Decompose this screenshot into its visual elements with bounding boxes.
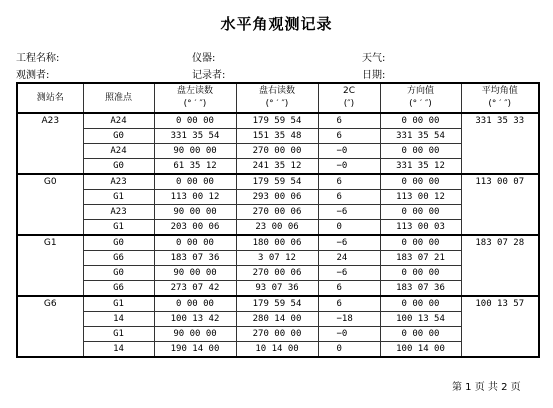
left-reading-cell: 0 00 00 [154,235,236,251]
right-reading-cell: 179 59 54 [236,113,318,129]
direction-cell: 0 00 00 [380,327,461,342]
right-reading-cell: 3 07 12 [236,251,318,266]
left-reading-cell: 90 00 00 [154,266,236,281]
table-row [17,312,539,327]
left-reading-cell: 90 00 00 [154,327,236,342]
direction-cell: 0 00 00 [380,296,461,312]
target-cell: 14 [83,342,154,358]
2c-cell: 6 [318,281,380,297]
table-row [17,327,539,342]
direction-cell: 0 00 00 [380,113,461,129]
left-reading-cell: 61 35 12 [154,159,236,175]
target-cell: G1 [83,220,154,236]
target-cell: G1 [83,190,154,205]
right-reading-cell: 293 00 06 [236,190,318,205]
average-angle-cell: 331 35 33 [461,113,539,174]
2c-cell: −0 [318,159,380,175]
target-cell: A24 [83,113,154,129]
weather-label: 天气: [362,53,386,64]
2c-cell: 0 [318,342,380,358]
table-row [17,266,539,281]
target-cell: A24 [83,144,154,159]
header-average-angle: 平均角值 (° ′ ″) [461,83,539,113]
target-cell: A23 [83,205,154,220]
target-cell: G1 [83,327,154,342]
header-direction: 方向值 (° ′ ″) [380,83,461,113]
left-reading-cell: 273 07 42 [154,281,236,297]
table-row [17,235,539,251]
date-label: 日期: [362,70,386,81]
direction-cell: 100 14 00 [380,342,461,358]
right-reading-cell: 270 00 00 [236,144,318,159]
table-row [17,159,539,175]
observer-label: 观测者: [16,70,50,81]
right-reading-cell: 179 59 54 [236,296,318,312]
direction-cell: 0 00 00 [380,174,461,190]
instrument-label: 仪器: [192,53,216,64]
target-cell: G6 [83,251,154,266]
right-reading-cell: 10 14 00 [236,342,318,358]
target-cell: G0 [83,235,154,251]
header-right-reading: 盘右读数 (° ′ ″) [236,83,318,113]
table-row [17,144,539,159]
2c-cell: 0 [318,220,380,236]
2c-cell: −18 [318,312,380,327]
right-reading-cell: 270 00 06 [236,205,318,220]
direction-cell: 100 13 54 [380,312,461,327]
right-reading-cell: 280 14 00 [236,312,318,327]
table-row [17,174,539,190]
target-cell: G0 [83,159,154,175]
2c-cell: 24 [318,251,380,266]
2c-cell: −0 [318,144,380,159]
table-row [17,342,539,358]
station-cell: G0 [17,174,83,235]
left-reading-cell: 90 00 00 [154,144,236,159]
direction-cell: 183 07 36 [380,281,461,297]
left-reading-cell: 113 00 12 [154,190,236,205]
page-indicator: 第 1 页 共 2 页 [452,382,521,393]
2c-cell: 6 [318,129,380,144]
table-row [17,220,539,236]
2c-cell: 6 [318,296,380,312]
average-angle-cell: 113 00 07 [461,174,539,235]
observation-table [16,82,540,358]
right-reading-cell: 241 35 12 [236,159,318,175]
station-cell: A23 [17,113,83,174]
target-cell: A23 [83,174,154,190]
target-cell: 14 [83,312,154,327]
2c-cell: −6 [318,235,380,251]
direction-cell: 183 07 21 [380,251,461,266]
left-reading-cell: 0 00 00 [154,174,236,190]
left-reading-cell: 331 35 54 [154,129,236,144]
direction-cell: 331 35 12 [380,159,461,175]
direction-cell: 113 00 03 [380,220,461,236]
table-row [17,190,539,205]
direction-cell: 0 00 00 [380,205,461,220]
average-angle-cell: 100 13 57 [461,296,539,357]
page-title: 水平角观测记录 [220,15,333,33]
right-reading-cell: 270 00 06 [236,266,318,281]
right-reading-cell: 179 59 54 [236,174,318,190]
header-2c: 2C (″) [318,83,380,113]
right-reading-cell: 93 07 36 [236,281,318,297]
2c-cell: 6 [318,113,380,129]
table-row [17,251,539,266]
2c-cell: 6 [318,174,380,190]
header-left-reading: 盘左读数 (° ′ ″) [154,83,236,113]
target-cell: G0 [83,266,154,281]
header-target: 照准点 [83,83,154,113]
right-reading-cell: 270 00 00 [236,327,318,342]
table-row [17,205,539,220]
table-row [17,113,539,129]
2c-cell: −6 [318,266,380,281]
left-reading-cell: 190 14 00 [154,342,236,358]
direction-cell: 113 00 12 [380,190,461,205]
direction-cell: 0 00 00 [380,266,461,281]
target-cell: G1 [83,296,154,312]
header-station: 测站名 [17,83,83,113]
left-reading-cell: 183 07 36 [154,251,236,266]
right-reading-cell: 23 00 06 [236,220,318,236]
direction-cell: 0 00 00 [380,144,461,159]
left-reading-cell: 203 00 06 [154,220,236,236]
2c-cell: −6 [318,205,380,220]
table-row [17,296,539,312]
target-cell: G6 [83,281,154,297]
target-cell: G0 [83,129,154,144]
direction-cell: 331 35 54 [380,129,461,144]
station-cell: G6 [17,296,83,357]
2c-cell: −0 [318,327,380,342]
project-name-label: 工程名称: [16,53,60,64]
recorder-label: 记录者: [192,70,226,81]
left-reading-cell: 0 00 00 [154,296,236,312]
table-row [17,129,539,144]
right-reading-cell: 151 35 48 [236,129,318,144]
average-angle-cell: 183 07 28 [461,235,539,296]
left-reading-cell: 100 13 42 [154,312,236,327]
left-reading-cell: 90 00 00 [154,205,236,220]
table-header-row [17,83,539,113]
left-reading-cell: 0 00 00 [154,113,236,129]
direction-cell: 0 00 00 [380,235,461,251]
right-reading-cell: 180 00 06 [236,235,318,251]
table-row [17,281,539,297]
2c-cell: 6 [318,190,380,205]
station-cell: G1 [17,235,83,296]
